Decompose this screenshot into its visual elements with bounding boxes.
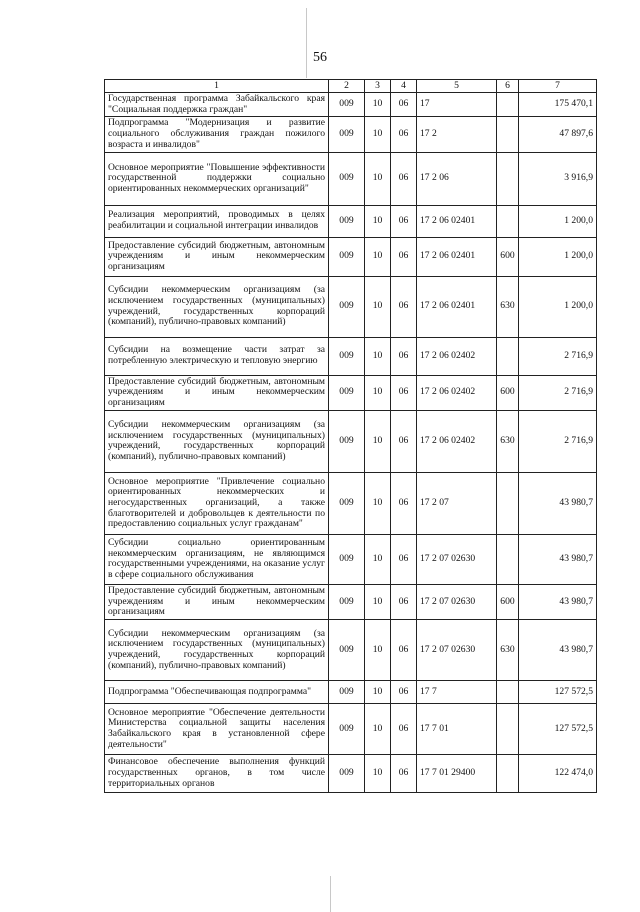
row-target-article: 17 2 06 02401 bbox=[417, 205, 497, 237]
row-amount: 43 980,7 bbox=[519, 620, 597, 681]
table-row bbox=[105, 534, 597, 584]
row-target-article: 17 7 01 bbox=[417, 704, 497, 755]
row-section: 10 bbox=[365, 375, 391, 410]
row-amount: 1 200,0 bbox=[519, 237, 597, 276]
table-row bbox=[105, 276, 597, 337]
row-grbs: 009 bbox=[329, 375, 365, 410]
row-target-article: 17 7 bbox=[417, 681, 497, 704]
row-name: Субсидии некоммерческим организациям (за исключением государственных (муниципальных) учреждений, государственных корпораций (компаний), публично-правовых компаний) bbox=[105, 276, 329, 337]
row-section: 10 bbox=[365, 755, 391, 793]
row-section: 10 bbox=[365, 410, 391, 472]
row-target-article: 17 2 07 02630 bbox=[417, 620, 497, 681]
row-subsection: 06 bbox=[391, 584, 417, 619]
row-grbs: 009 bbox=[329, 93, 365, 117]
row-subsection: 06 bbox=[391, 237, 417, 276]
row-expense-type: 630 bbox=[497, 410, 519, 472]
row-target-article: 17 2 06 02401 bbox=[417, 237, 497, 276]
row-expense-type: 630 bbox=[497, 276, 519, 337]
row-grbs: 009 bbox=[329, 472, 365, 534]
row-expense-type bbox=[497, 681, 519, 704]
table-row bbox=[105, 117, 597, 152]
row-section: 10 bbox=[365, 337, 391, 375]
row-amount: 2 716,9 bbox=[519, 410, 597, 472]
row-expense-type bbox=[497, 205, 519, 237]
row-grbs: 009 bbox=[329, 237, 365, 276]
row-section: 10 bbox=[365, 584, 391, 619]
row-amount: 127 572,5 bbox=[519, 681, 597, 704]
row-name: Основное мероприятие "Повышение эффективности государственной поддержки социально ориентированных некоммерческих организаций" bbox=[105, 152, 329, 205]
table-row bbox=[105, 237, 597, 276]
row-target-article: 17 2 07 bbox=[417, 472, 497, 534]
column-header-name: 1 bbox=[105, 80, 329, 93]
table-row bbox=[105, 620, 597, 681]
row-grbs: 009 bbox=[329, 534, 365, 584]
row-subsection: 06 bbox=[391, 620, 417, 681]
column-header-subsection: 4 bbox=[391, 80, 417, 93]
table-row bbox=[105, 755, 597, 793]
row-target-article: 17 2 06 02402 bbox=[417, 337, 497, 375]
row-section: 10 bbox=[365, 704, 391, 755]
row-subsection: 06 bbox=[391, 472, 417, 534]
column-number-header-row bbox=[105, 80, 597, 93]
row-subsection: 06 bbox=[391, 205, 417, 237]
row-amount: 3 916,9 bbox=[519, 152, 597, 205]
table-row bbox=[105, 152, 597, 205]
row-subsection: 06 bbox=[391, 755, 417, 793]
row-subsection: 06 bbox=[391, 410, 417, 472]
row-name: Субсидии некоммерческим организациям (за исключением государственных (муниципальных) учреждений, государственных корпораций (компаний), публично-правовых компаний) bbox=[105, 410, 329, 472]
row-grbs: 009 bbox=[329, 117, 365, 152]
row-grbs: 009 bbox=[329, 681, 365, 704]
row-name: Подпрограмма "Обеспечивающая подпрограмма" bbox=[105, 681, 329, 704]
row-name: Предоставление субсидий бюджетным, автономным учреждениям и иным некоммерческим организациям bbox=[105, 584, 329, 619]
row-target-article: 17 2 bbox=[417, 117, 497, 152]
row-amount: 43 980,7 bbox=[519, 472, 597, 534]
column-header-grbs: 2 bbox=[329, 80, 365, 93]
row-subsection: 06 bbox=[391, 276, 417, 337]
row-expense-type bbox=[497, 755, 519, 793]
row-section: 10 bbox=[365, 237, 391, 276]
row-amount: 43 980,7 bbox=[519, 534, 597, 584]
row-name: Реализация мероприятий, проводимых в целях реабилитации и социальной интеграции инвалидов bbox=[105, 205, 329, 237]
table-row bbox=[105, 584, 597, 619]
row-name: Предоставление субсидий бюджетным, автономным учреждениям и иным некоммерческим организациям bbox=[105, 375, 329, 410]
row-expense-type: 600 bbox=[497, 375, 519, 410]
row-amount: 43 980,7 bbox=[519, 584, 597, 619]
row-section: 10 bbox=[365, 472, 391, 534]
row-target-article: 17 7 01 29400 bbox=[417, 755, 497, 793]
row-name: Государственная программа Забайкальского края "Социальная поддержка граждан" bbox=[105, 93, 329, 117]
row-grbs: 009 bbox=[329, 755, 365, 793]
row-target-article: 17 2 06 02401 bbox=[417, 276, 497, 337]
row-subsection: 06 bbox=[391, 152, 417, 205]
column-header-target-article: 5 bbox=[417, 80, 497, 93]
row-section: 10 bbox=[365, 205, 391, 237]
row-target-article: 17 2 07 02630 bbox=[417, 584, 497, 619]
row-name: Основное мероприятие "Привлечение социально ориентированных некоммерческих и негосударственных организаций, а также благотворителей и добровольцев к деятельности по предоставлению социальных услуг гражданам" bbox=[105, 472, 329, 534]
row-expense-type bbox=[497, 704, 519, 755]
row-grbs: 009 bbox=[329, 205, 365, 237]
row-subsection: 06 bbox=[391, 337, 417, 375]
table-row bbox=[105, 410, 597, 472]
row-name: Основное мероприятие "Обеспечение деятельности Министерства социальной защиты населения Забайкальского края в установленной сфере деятельности" bbox=[105, 704, 329, 755]
row-grbs: 009 bbox=[329, 704, 365, 755]
page-number: 56 bbox=[313, 50, 327, 65]
column-header-expense-type: 6 bbox=[497, 80, 519, 93]
row-section: 10 bbox=[365, 620, 391, 681]
table-row bbox=[105, 93, 597, 117]
scan-artifact-line-bottom bbox=[330, 876, 331, 912]
row-name: Субсидии на возмещение части затрат за потребленную электрическую и тепловую энергию bbox=[105, 337, 329, 375]
row-subsection: 06 bbox=[391, 704, 417, 755]
row-expense-type: 600 bbox=[497, 237, 519, 276]
row-target-article: 17 bbox=[417, 93, 497, 117]
table-row bbox=[105, 375, 597, 410]
table-row bbox=[105, 704, 597, 755]
row-section: 10 bbox=[365, 93, 391, 117]
row-subsection: 06 bbox=[391, 534, 417, 584]
row-grbs: 009 bbox=[329, 410, 365, 472]
row-amount: 1 200,0 bbox=[519, 205, 597, 237]
table-row bbox=[105, 472, 597, 534]
scan-artifact-line-top bbox=[306, 8, 307, 78]
row-grbs: 009 bbox=[329, 276, 365, 337]
row-target-article: 17 2 06 bbox=[417, 152, 497, 205]
row-subsection: 06 bbox=[391, 681, 417, 704]
row-amount: 175 470,1 bbox=[519, 93, 597, 117]
row-expense-type bbox=[497, 93, 519, 117]
row-name: Субсидии социально ориентированным некоммерческим организациям, не являющимся государственными учреждениями, на оказание услуг в сфере социального обслуживания bbox=[105, 534, 329, 584]
row-subsection: 06 bbox=[391, 375, 417, 410]
row-grbs: 009 bbox=[329, 152, 365, 205]
row-name: Подпрограмма "Модернизация и развитие социального обслуживания граждан пожилого возраста и инвалидов" bbox=[105, 117, 329, 152]
row-target-article: 17 2 07 02630 bbox=[417, 534, 497, 584]
row-name: Предоставление субсидий бюджетным, автономным учреждениям и иным некоммерческим организациям bbox=[105, 237, 329, 276]
column-header-section: 3 bbox=[365, 80, 391, 93]
row-expense-type bbox=[497, 534, 519, 584]
table-row bbox=[105, 205, 597, 237]
row-expense-type bbox=[497, 337, 519, 375]
budget-table bbox=[104, 79, 597, 793]
row-grbs: 009 bbox=[329, 584, 365, 619]
row-expense-type bbox=[497, 152, 519, 205]
row-section: 10 bbox=[365, 681, 391, 704]
row-amount: 1 200,0 bbox=[519, 276, 597, 337]
table-row bbox=[105, 681, 597, 704]
row-expense-type: 630 bbox=[497, 620, 519, 681]
row-amount: 2 716,9 bbox=[519, 375, 597, 410]
row-section: 10 bbox=[365, 276, 391, 337]
row-section: 10 bbox=[365, 534, 391, 584]
row-amount: 122 474,0 bbox=[519, 755, 597, 793]
table-row bbox=[105, 337, 597, 375]
row-amount: 127 572,5 bbox=[519, 704, 597, 755]
row-section: 10 bbox=[365, 152, 391, 205]
row-subsection: 06 bbox=[391, 117, 417, 152]
row-name: Субсидии некоммерческим организациям (за исключением государственных (муниципальных) учреждений, государственных корпораций (компаний), публично-правовых компаний) bbox=[105, 620, 329, 681]
row-expense-type: 600 bbox=[497, 584, 519, 619]
row-target-article: 17 2 06 02402 bbox=[417, 375, 497, 410]
row-subsection: 06 bbox=[391, 93, 417, 117]
row-grbs: 009 bbox=[329, 620, 365, 681]
row-name: Финансовое обеспечение выполнения функций государственных органов, в том числе территориальных органов bbox=[105, 755, 329, 793]
column-header-amount: 7 bbox=[519, 80, 597, 93]
row-target-article: 17 2 06 02402 bbox=[417, 410, 497, 472]
row-section: 10 bbox=[365, 117, 391, 152]
row-expense-type bbox=[497, 117, 519, 152]
row-expense-type bbox=[497, 472, 519, 534]
row-amount: 47 897,6 bbox=[519, 117, 597, 152]
row-amount: 2 716,9 bbox=[519, 337, 597, 375]
row-grbs: 009 bbox=[329, 337, 365, 375]
